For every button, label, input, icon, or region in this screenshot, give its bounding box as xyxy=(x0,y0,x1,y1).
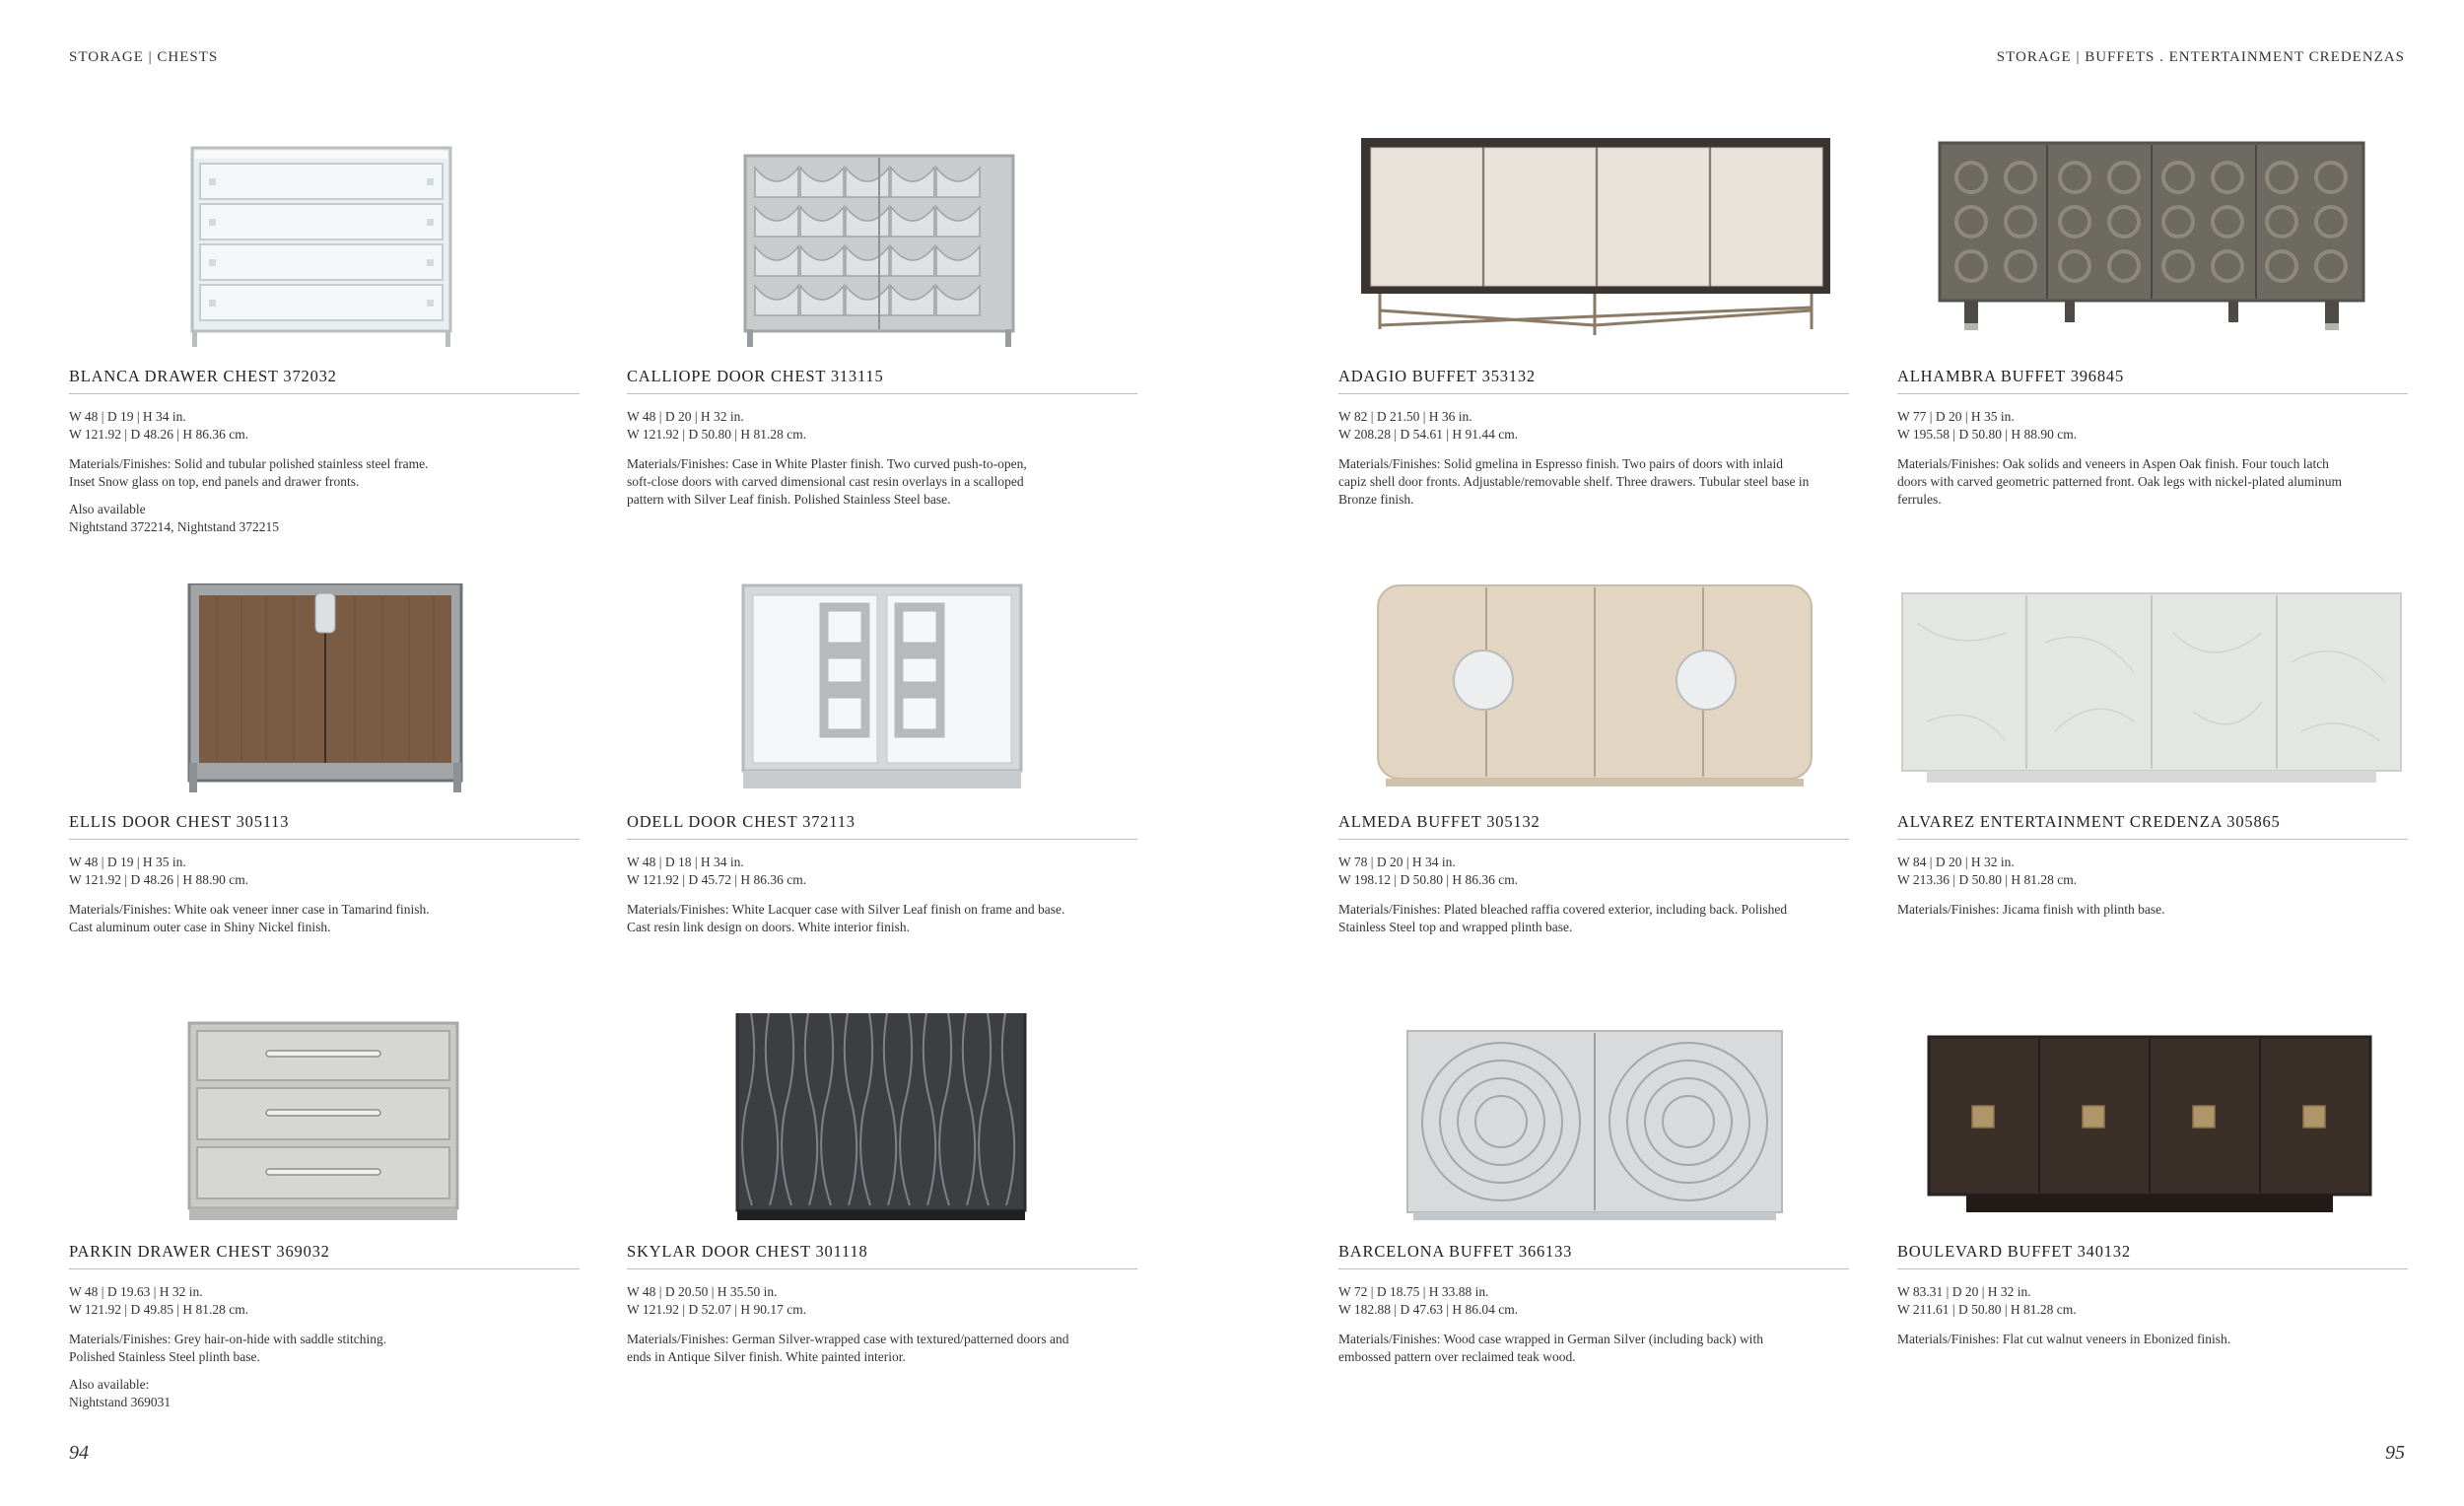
product-dimensions: W 78 | D 20 | H 34 in. W 198.12 | D 50.80 | H 86.36 cm. xyxy=(1338,855,1519,887)
product-image-calliope-chest xyxy=(627,138,1137,365)
product-dimensions: W 84 | D 20 | H 32 in. W 213.36 | D 50.80 | H 81.28 cm. xyxy=(1897,855,2078,887)
product-dimensions: W 72 | D 18.75 | H 33.88 in. W 182.88 | D 47.63 | H 86.04 cm. xyxy=(1338,1284,1519,1317)
product-title: PARKIN DRAWER CHEST 369032 xyxy=(69,1242,580,1269)
product-materials: Materials/Finishes: Oak solids and veneers in Aspen Oak finish. Four touch latch doors with carved geometric patterned front. Oak legs with nickel-plated aluminum ferrules. xyxy=(1897,456,2342,507)
product-title: BLANCA DRAWER CHEST 372032 xyxy=(69,367,580,394)
product-also-available: Also available: Nightstand 369031 xyxy=(69,1377,171,1409)
product-image-almeda-buffet xyxy=(1338,583,1849,810)
product-materials: Materials/Finishes: White oak veneer inner case in Tamarind finish. Cast aluminum outer case in Shiny Nickel finish. xyxy=(69,902,430,934)
product-title: BOULEVARD BUFFET 340132 xyxy=(1897,1242,2408,1269)
product-title: ALMEDA BUFFET 305132 xyxy=(1338,812,1849,840)
page-number-right: 95 xyxy=(2385,1442,2405,1464)
product-materials: Materials/Finishes: Case in White Plaster finish. Two curved push-to-open, soft-close doors with carved dimensional cast resin overlays in a scalloped pattern with Silver Leaf finish. Polished Stainless Steel base. xyxy=(627,456,1027,507)
section-header-chests: STORAGE | CHESTS xyxy=(69,49,219,65)
product-dimensions: W 77 | D 20 | H 35 in. W 195.58 | D 50.80 | H 88.90 cm. xyxy=(1897,409,2078,442)
product-image-parkin-chest xyxy=(69,1013,580,1240)
product-title: CALLIOPE DOOR CHEST 313115 xyxy=(627,367,1137,394)
product-dimensions: W 83.31 | D 20 | H 32 in. W 211.61 | D 50.80 | H 81.28 cm. xyxy=(1897,1284,2077,1317)
product-title: SKYLAR DOOR CHEST 301118 xyxy=(627,1242,1137,1269)
product-image-alvarez-credenza xyxy=(1897,583,2408,810)
product-image-blanca-chest xyxy=(69,138,580,365)
product-image-alhambra-buffet xyxy=(1897,138,2408,365)
product-image-barcelona-buffet xyxy=(1338,1013,1849,1240)
product-image-boulevard-buffet xyxy=(1897,1013,2408,1240)
product-image-ellis-chest xyxy=(69,583,580,810)
product-title: ALHAMBRA BUFFET 396845 xyxy=(1897,367,2408,394)
product-title: ADAGIO BUFFET 353132 xyxy=(1338,367,1849,394)
section-header-buffets: STORAGE | BUFFETS . ENTERTAINMENT CREDENZAS xyxy=(1996,49,2405,65)
product-image-adagio-buffet xyxy=(1338,138,1849,365)
product-materials: Materials/Finishes: German Silver-wrapped case with textured/patterned doors and ends in Antique Silver finish. White painted interior. xyxy=(627,1332,1069,1364)
product-materials: Materials/Finishes: Solid and tubular polished stainless steel frame. Inset Snow glass on top, end panels and drawer fronts. xyxy=(69,456,429,489)
product-materials: Materials/Finishes: Wood case wrapped in German Silver (including back) with embossed pattern over reclaimed teak wood. xyxy=(1338,1332,1763,1364)
product-dimensions: W 48 | D 19.63 | H 32 in. W 121.92 | D 49.85 | H 81.28 cm. xyxy=(69,1284,249,1317)
product-materials: Materials/Finishes: White Lacquer case with Silver Leaf finish on frame and base. Cast resin link design on doors. White interior finish. xyxy=(627,902,1065,934)
product-materials: Materials/Finishes: Solid gmelina in Espresso finish. Two pairs of doors with inlaid capiz shell door fronts. Adjustable/removable shelf. Three drawers. Tubular steel base in Bronze finish. xyxy=(1338,456,1810,507)
product-materials: Materials/Finishes: Jicama finish with plinth base. xyxy=(1897,902,2165,917)
product-materials: Materials/Finishes: Plated bleached raffia covered exterior, including back. Polished Stainless Steel top and wrapped plinth base. xyxy=(1338,902,1788,934)
product-dimensions: W 48 | D 18 | H 34 in. W 121.92 | D 45.72 | H 86.36 cm. xyxy=(627,855,807,887)
product-title: ALVAREZ ENTERTAINMENT CREDENZA 305865 xyxy=(1897,812,2408,840)
product-also-available: Also available Nightstand 372214, Nightstand 372215 xyxy=(69,502,279,534)
product-dimensions: W 82 | D 21.50 | H 36 in. W 208.28 | D 54.61 | H 91.44 cm. xyxy=(1338,409,1519,442)
product-materials: Materials/Finishes: Flat cut walnut veneers in Ebonized finish. xyxy=(1897,1332,2231,1346)
product-title: ELLIS DOOR CHEST 305113 xyxy=(69,812,580,840)
product-dimensions: W 48 | D 19 | H 35 in. W 121.92 | D 48.26 | H 88.90 cm. xyxy=(69,855,249,887)
page-number-left: 94 xyxy=(69,1442,89,1464)
product-materials: Materials/Finishes: Grey hair-on-hide with saddle stitching. Polished Stainless Steel plinth base. xyxy=(69,1332,387,1364)
product-title: ODELL DOOR CHEST 372113 xyxy=(627,812,1137,840)
product-dimensions: W 48 | D 19 | H 34 in. W 121.92 | D 48.26 | H 86.36 cm. xyxy=(69,409,249,442)
product-dimensions: W 48 | D 20 | H 32 in. W 121.92 | D 50.80 | H 81.28 cm. xyxy=(627,409,807,442)
product-image-skylar-chest xyxy=(627,1013,1137,1240)
product-image-odell-chest xyxy=(627,583,1137,810)
product-title: BARCELONA BUFFET 366133 xyxy=(1338,1242,1849,1269)
product-dimensions: W 48 | D 20.50 | H 35.50 in. W 121.92 | D 52.07 | H 90.17 cm. xyxy=(627,1284,807,1317)
